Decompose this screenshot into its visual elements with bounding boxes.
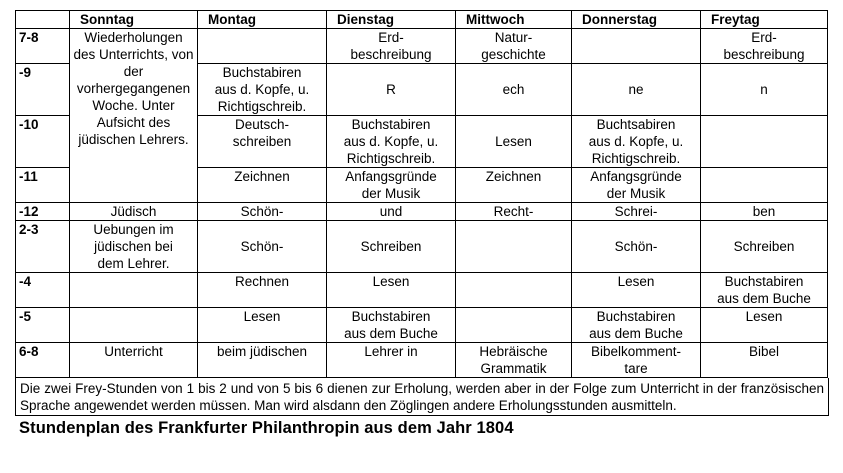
table-cell: Uebungen im jüdischen bei dem Lehrer.: [70, 221, 198, 273]
table-cell: [572, 29, 701, 64]
table-cell: [456, 221, 572, 273]
table-cell: [456, 273, 572, 308]
footnote: Die zwei Frey-Stunden von 1 bis 2 und von 5 bis 6 dienen zur Erholung, werden aber in der Folge zum Unterricht in der französischen Sprache angewendet werden müssen. Man wird alsdann den Zöglingen andere Erholungsstunden ausmitteln.: [15, 378, 829, 416]
table-row: [16, 343, 828, 378]
time-cell: -4: [16, 273, 70, 308]
table-cell: Zeichnen: [198, 168, 327, 203]
table-cell: Deutsch- schreiben: [198, 116, 327, 168]
table-cell: [198, 29, 327, 64]
table-cell: ben: [701, 203, 828, 221]
table-cell: [456, 308, 572, 343]
time-cell: -9: [16, 64, 70, 116]
day-header: Mittwoch: [456, 11, 572, 29]
table-cell: ne: [572, 64, 701, 116]
table-cell: [701, 168, 828, 203]
day-header: Freytag: [701, 11, 828, 29]
table-cell: Buchstabiren aus dem Buche: [327, 308, 456, 343]
table-cell: Erd- beschreibung: [701, 29, 828, 64]
table-cell: Schrei-: [572, 203, 701, 221]
table-cell: Schön-: [572, 221, 701, 273]
table-cell: Schreiben: [701, 221, 828, 273]
table-row: [16, 29, 828, 64]
table-cell: Erd- beschreibung: [327, 29, 456, 64]
table-cell: [701, 116, 828, 168]
table-cell: Schön-: [198, 221, 327, 273]
table-row: [16, 273, 828, 308]
day-header: Sonntag: [70, 11, 198, 29]
table-cell: Lesen: [572, 273, 701, 308]
table-cell: Lesen: [198, 308, 327, 343]
table-cell: Buchstabiren aus d. Kopfe, u. Richtigschreib.: [327, 116, 456, 168]
day-header: Dienstag: [327, 11, 456, 29]
table-cell: Recht-: [456, 203, 572, 221]
time-cell: -10: [16, 116, 70, 168]
time-cell: 2-3: [16, 221, 70, 273]
timetable: [15, 10, 828, 378]
table-row: [16, 203, 828, 221]
table-cell: Lesen: [327, 273, 456, 308]
table-cell: Buchstabiren aus dem Buche: [572, 308, 701, 343]
table-cell: und: [327, 203, 456, 221]
time-cell: 6-8: [16, 343, 70, 378]
day-header: Montag: [198, 11, 327, 29]
caption: Stundenplan des Frankfurter Philanthropin aus dem Jahr 1804: [19, 419, 514, 437]
time-cell: -11: [16, 168, 70, 203]
table-cell: [70, 308, 198, 343]
table-cell: Anfangsgründe der Musik: [327, 168, 456, 203]
table-cell: Bibel: [701, 343, 828, 378]
table-cell: Rechnen: [198, 273, 327, 308]
time-cell: -5: [16, 308, 70, 343]
table-cell: Unterricht: [70, 343, 198, 378]
table-cell: [70, 273, 198, 308]
corner-cell: [16, 11, 70, 29]
table-cell: Buchstabiren aus dem Buche: [701, 273, 828, 308]
timetable-sheet: [15, 10, 827, 438]
time-cell: -12: [16, 203, 70, 221]
table-cell: Anfangsgründe der Musik: [572, 168, 701, 203]
table-cell: R: [327, 64, 456, 116]
table-cell: Buchstabiren aus d. Kopfe, u. Richtigschreib.: [198, 64, 327, 116]
table-cell: Schreiben: [327, 221, 456, 273]
table-cell: Lesen: [456, 116, 572, 168]
table-cell: ech: [456, 64, 572, 116]
table-cell: Jüdisch: [70, 203, 198, 221]
table-cell: Bibelkomment- tare: [572, 343, 701, 378]
table-cell: Lehrer in: [327, 343, 456, 378]
sunday-morning-cell: Wiederholungen des Unterrichts, von der vorhergegangenen Woche. Unter Aufsicht des jüdischen Lehrers.: [70, 29, 198, 203]
table-cell: beim jüdischen: [198, 343, 327, 378]
table-cell: Schön-: [198, 203, 327, 221]
table-cell: n: [701, 64, 828, 116]
table-cell: Lesen: [701, 308, 828, 343]
table-cell: Hebräische Grammatik: [456, 343, 572, 378]
table-cell: Natur- geschichte: [456, 29, 572, 64]
header-row: [16, 11, 828, 29]
table-row: [16, 221, 828, 273]
table-row: [16, 308, 828, 343]
time-cell: 7-8: [16, 29, 70, 64]
table-cell: Zeichnen: [456, 168, 572, 203]
day-header: Donnerstag: [572, 11, 701, 29]
table-cell: Buchtsabiren aus d. Kopfe, u. Richtigschreib.: [572, 116, 701, 168]
